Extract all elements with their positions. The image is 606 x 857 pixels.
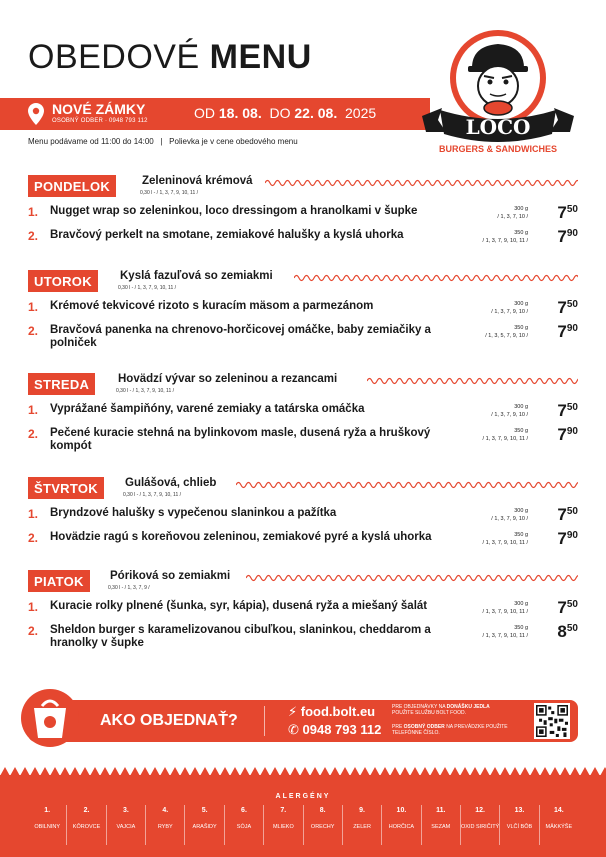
item-weight-allergens bbox=[483, 600, 528, 616]
item-weight-allergens bbox=[483, 427, 528, 443]
item-weight-allergens bbox=[483, 531, 528, 547]
allergen-name: OXID SIRIČITÝ bbox=[461, 824, 500, 830]
item-weight: 350 g bbox=[514, 428, 528, 434]
wave-decoration bbox=[236, 480, 578, 490]
wave-decoration bbox=[246, 573, 578, 583]
allergen-name: SEZAM bbox=[431, 824, 451, 830]
price-main: 7 bbox=[557, 425, 567, 444]
item-allergens: / 1, 3, 7, 9, 10 / bbox=[491, 309, 528, 315]
day-badge: UTOROK bbox=[28, 270, 98, 292]
allergen-name: RYBY bbox=[157, 824, 173, 830]
menu-item bbox=[28, 427, 578, 457]
loco-logo bbox=[418, 28, 578, 158]
allergen-number: 7. bbox=[280, 807, 287, 814]
item-number: 1. bbox=[28, 403, 39, 417]
item-number: 2. bbox=[28, 229, 39, 243]
item-allergens: / 1, 3, 7, 9, 10, 11 / bbox=[482, 436, 528, 442]
soup-name: Zeleninová krémová bbox=[142, 175, 253, 187]
item-number: 2. bbox=[28, 427, 39, 441]
phone-note bbox=[392, 724, 532, 736]
item-price bbox=[557, 322, 578, 342]
allergens-footer bbox=[0, 775, 606, 857]
price-decimal: 90 bbox=[566, 323, 578, 334]
allergen-number: 10. bbox=[396, 807, 407, 814]
date-to: 22. 08. bbox=[294, 105, 338, 121]
day-section bbox=[0, 570, 606, 660]
date-do: DO bbox=[269, 105, 291, 121]
item-weight-allergens bbox=[491, 403, 528, 419]
location-band bbox=[0, 98, 430, 130]
info-soup: Polievka je v cene obedového menu bbox=[169, 137, 298, 146]
soup-name: Póriková so zemiakmi bbox=[110, 570, 231, 582]
item-price bbox=[557, 298, 578, 318]
soup-name: Gulášová, chlieb bbox=[125, 477, 217, 489]
soup-allergens: 0,30 l - / 1, 3, 7, 9, 10, 11 / bbox=[116, 388, 174, 394]
item-number: 2. bbox=[28, 624, 39, 638]
allergens-row bbox=[28, 805, 578, 845]
price-decimal: 50 bbox=[566, 204, 578, 215]
allergen-number: 3. bbox=[122, 807, 129, 814]
allergen-item bbox=[303, 805, 342, 845]
title-bold: MENU bbox=[209, 38, 312, 76]
logo-name: LOCO bbox=[465, 115, 531, 139]
price-decimal: 90 bbox=[566, 530, 578, 541]
allergen-item bbox=[145, 805, 184, 845]
item-number: 1. bbox=[28, 300, 39, 314]
info-line bbox=[28, 137, 298, 146]
allergen-name: ORECHY bbox=[310, 824, 335, 830]
item-name: Pečené kuracie stehná na bylinkovom masle, dusená ryža a hruškový kompót bbox=[50, 427, 431, 452]
menu-item bbox=[28, 324, 578, 354]
menu-item bbox=[28, 229, 578, 259]
phone-note-post: NA PREVÁDZKE POUŽITE TELEFÓNNE ČÍSLO. bbox=[392, 724, 508, 736]
wave-decoration bbox=[294, 273, 578, 283]
price-main: 7 bbox=[557, 203, 567, 222]
phone-note-bold: OSOBNÝ ODBER bbox=[403, 724, 445, 730]
soup-name: Hovädzí vývar so zeleninou a rezancami bbox=[118, 373, 338, 385]
item-allergens: / 1, 3, 7, 10 / bbox=[497, 214, 528, 220]
item-name: Vyprážané šampiňóny, varené zemiaky a tatárska omáčka bbox=[50, 403, 365, 415]
allergen-number: 1. bbox=[44, 807, 51, 814]
allergen-item bbox=[106, 805, 145, 845]
price-decimal: 50 bbox=[566, 506, 578, 517]
phone-number: 0948 793 112 bbox=[302, 722, 382, 737]
item-number: 1. bbox=[28, 205, 39, 219]
title-light: OBEDOVÉ bbox=[28, 38, 200, 76]
allergen-name: SÓJA bbox=[236, 824, 252, 830]
price-main: 7 bbox=[557, 598, 567, 617]
allergen-item bbox=[539, 805, 578, 845]
price-main: 7 bbox=[557, 505, 567, 524]
allergen-item bbox=[28, 805, 66, 845]
allergen-number: 6. bbox=[241, 807, 247, 814]
item-weight: 350 g bbox=[514, 230, 528, 236]
allergen-name: ARAŠIDY bbox=[192, 824, 217, 830]
allergen-item bbox=[421, 805, 460, 845]
menu-item bbox=[28, 531, 578, 561]
allergen-number: 14. bbox=[553, 807, 564, 814]
item-price bbox=[557, 622, 578, 642]
price-decimal: 50 bbox=[566, 599, 578, 610]
item-weight-allergens bbox=[483, 229, 528, 245]
order-divider bbox=[264, 706, 265, 736]
info-sep: | bbox=[160, 137, 163, 146]
location-sub: OSOBNÝ ODBER · 0948 793 112 bbox=[52, 118, 148, 124]
price-main: 7 bbox=[557, 529, 567, 548]
item-name: Krémové tekvicové rizoto s kuracím mäsom a parmezánom bbox=[50, 300, 374, 312]
allergen-item bbox=[66, 805, 105, 845]
price-main: 7 bbox=[557, 322, 567, 341]
allergen-name: VLČÍ BÔB bbox=[506, 824, 533, 830]
takeaway-bag-icon bbox=[20, 688, 80, 748]
item-weight: 350 g bbox=[514, 532, 528, 538]
bolt-note-pre: PRE OBJEDNÁVKY NA bbox=[392, 704, 446, 710]
item-price bbox=[557, 529, 578, 549]
phone-link[interactable]: ✆ 0948 793 112 bbox=[288, 722, 382, 737]
order-title: AKO OBJEDNAŤ? bbox=[100, 712, 238, 729]
menu-item bbox=[28, 624, 578, 654]
allergen-item bbox=[499, 805, 538, 845]
allergen-number: 9. bbox=[359, 807, 365, 814]
day-section bbox=[0, 175, 606, 265]
bolt-link[interactable]: ⚡ food.bolt.eu bbox=[288, 704, 376, 719]
allergen-name: MÄKKÝŠE bbox=[545, 824, 573, 830]
phone-note-pre: PRE bbox=[392, 724, 403, 730]
item-number: 2. bbox=[28, 531, 39, 545]
item-allergens: / 1, 3, 7, 9, 10 / bbox=[491, 412, 528, 418]
item-weight: 300 g bbox=[514, 601, 528, 607]
allergen-number: 12. bbox=[475, 807, 485, 814]
allergen-number: 2. bbox=[83, 807, 90, 814]
price-decimal: 50 bbox=[566, 623, 578, 634]
price-main: 7 bbox=[557, 298, 567, 317]
item-weight-allergens bbox=[483, 624, 528, 640]
date-od: OD bbox=[194, 105, 215, 121]
allergen-item bbox=[381, 805, 420, 845]
item-name: Nugget wrap so zeleninkou, loco dressingom a hranolkami v šupke bbox=[50, 205, 418, 217]
soup-name: Kyslá fazuľová so zemiakmi bbox=[120, 270, 273, 282]
allergen-number: 11. bbox=[436, 807, 446, 814]
day-badge: STREDA bbox=[28, 373, 95, 395]
price-main: 7 bbox=[557, 227, 567, 246]
item-allergens: / 1, 3, 5, 7, 9, 10 / bbox=[485, 333, 528, 339]
item-name: Sheldon burger s karamelizovanou cibuľkou, slaninkou, cheddarom a hranolky v šupke bbox=[50, 624, 431, 649]
allergens-title: ALERGÉNY bbox=[275, 793, 331, 800]
wave-decoration bbox=[367, 376, 578, 386]
item-weight: 300 g bbox=[514, 301, 528, 307]
bolt-note bbox=[392, 704, 532, 716]
price-decimal: 50 bbox=[566, 402, 578, 413]
soup-allergens: 0,30 l - / 1, 3, 7, 9, 10, 11 / bbox=[140, 190, 198, 196]
item-name: Bryndzové halušky s vypečenou slaninkou a pažítka bbox=[50, 507, 337, 519]
zigzag-edge bbox=[0, 767, 606, 776]
allergen-name: KÔROVCE bbox=[72, 824, 101, 830]
item-number: 1. bbox=[28, 600, 39, 614]
soup-allergens: 0,30 l - / 1, 3, 7, 9, 10, 11 / bbox=[123, 492, 181, 498]
day-section bbox=[0, 270, 606, 360]
allergen-name: ZELER bbox=[353, 824, 371, 830]
item-weight: 300 g bbox=[514, 508, 528, 514]
item-weight-allergens bbox=[497, 205, 528, 221]
item-weight: 350 g bbox=[514, 325, 528, 331]
item-allergens: / 1, 3, 7, 9, 10, 11 / bbox=[482, 609, 528, 615]
location-name: NOVÉ ZÁMKY bbox=[52, 101, 146, 117]
item-weight-allergens bbox=[485, 324, 528, 340]
page-title bbox=[28, 38, 312, 77]
allergen-name: HORČICA bbox=[388, 824, 415, 830]
allergen-number: 13. bbox=[514, 807, 525, 814]
item-allergens: / 1, 3, 7, 9, 10, 11 / bbox=[482, 633, 528, 639]
bolt-note-bold: DONÁŠKU JEDLA bbox=[446, 704, 490, 710]
allergen-name: VAJCIA bbox=[116, 824, 136, 830]
order-bar bbox=[28, 700, 578, 742]
item-number: 2. bbox=[28, 324, 39, 338]
price-decimal: 90 bbox=[566, 426, 578, 437]
allergen-item bbox=[263, 805, 302, 845]
day-section bbox=[0, 373, 606, 463]
item-number: 1. bbox=[28, 507, 39, 521]
item-name: Kuracie rolky plnené (šunka, syr, kápia), dusená ryža a miešaný šalát bbox=[50, 600, 428, 612]
price-main: 8 bbox=[557, 622, 567, 641]
allergen-item bbox=[184, 805, 223, 845]
date-range bbox=[194, 105, 376, 121]
item-price bbox=[557, 425, 578, 445]
date-year: 2025 bbox=[345, 105, 377, 121]
allergen-name: OBILNINY bbox=[34, 824, 61, 830]
item-allergens: / 1, 3, 7, 9, 10, 11 / bbox=[482, 238, 528, 244]
allergen-number: 4. bbox=[162, 807, 169, 814]
price-decimal: 90 bbox=[566, 228, 578, 239]
allergen-item bbox=[342, 805, 381, 845]
item-name: Bravčový perkelt na smotane, zemiakové halušky a kyslá uhorka bbox=[50, 229, 404, 241]
allergen-number: 8. bbox=[319, 807, 326, 814]
price-decimal: 50 bbox=[566, 299, 578, 310]
soup-allergens: 0,30 l - / 1, 3, 7, 9, 10, 11 / bbox=[118, 285, 176, 291]
bolt-note-post: POUŽITE SLUŽBU BOLT FOOD. bbox=[392, 710, 466, 716]
info-hours: Menu podávame od 11:00 do 14:00 bbox=[28, 137, 154, 146]
item-price bbox=[557, 598, 578, 618]
allergen-name: MLIEKO bbox=[272, 824, 294, 830]
logo-tagline: BURGERS & SANDWICHES bbox=[438, 144, 558, 154]
item-allergens: / 1, 3, 7, 9, 10, 11 / bbox=[482, 540, 528, 546]
item-price bbox=[557, 401, 578, 421]
date-from: 18. 08. bbox=[218, 105, 262, 121]
day-badge: PONDELOK bbox=[28, 175, 116, 197]
bolt-url: food.bolt.eu bbox=[300, 704, 376, 719]
item-weight-allergens bbox=[491, 300, 528, 316]
item-weight-allergens bbox=[491, 507, 528, 523]
allergen-item bbox=[224, 805, 263, 845]
soup-allergens: 0,30 l - / 1, 3, 7, 9 / bbox=[108, 585, 150, 591]
item-price bbox=[557, 505, 578, 525]
item-weight: 300 g bbox=[514, 206, 528, 212]
item-price bbox=[557, 227, 578, 247]
item-name: Bravčová panenka na chrenovo-horčicovej omáčke, baby zemiačiky a polniček bbox=[50, 324, 431, 349]
item-weight: 350 g bbox=[514, 625, 528, 631]
day-section bbox=[0, 477, 606, 567]
item-allergens: / 1, 3, 7, 9, 10 / bbox=[491, 516, 528, 522]
location-pin-icon bbox=[28, 103, 44, 125]
wave-decoration bbox=[265, 178, 578, 188]
price-main: 7 bbox=[557, 401, 567, 420]
qr-code-icon[interactable] bbox=[534, 703, 570, 739]
item-weight: 300 g bbox=[514, 404, 528, 410]
day-badge: ŠTVRTOK bbox=[28, 477, 104, 499]
day-badge: PIATOK bbox=[28, 570, 90, 592]
allergen-number: 5. bbox=[201, 807, 208, 814]
item-price bbox=[557, 203, 578, 223]
item-name: Hovädzie ragú s koreňovou zeleninou, zemiakové pyré a kyslá uhorka bbox=[50, 531, 432, 543]
allergen-item bbox=[460, 805, 499, 845]
